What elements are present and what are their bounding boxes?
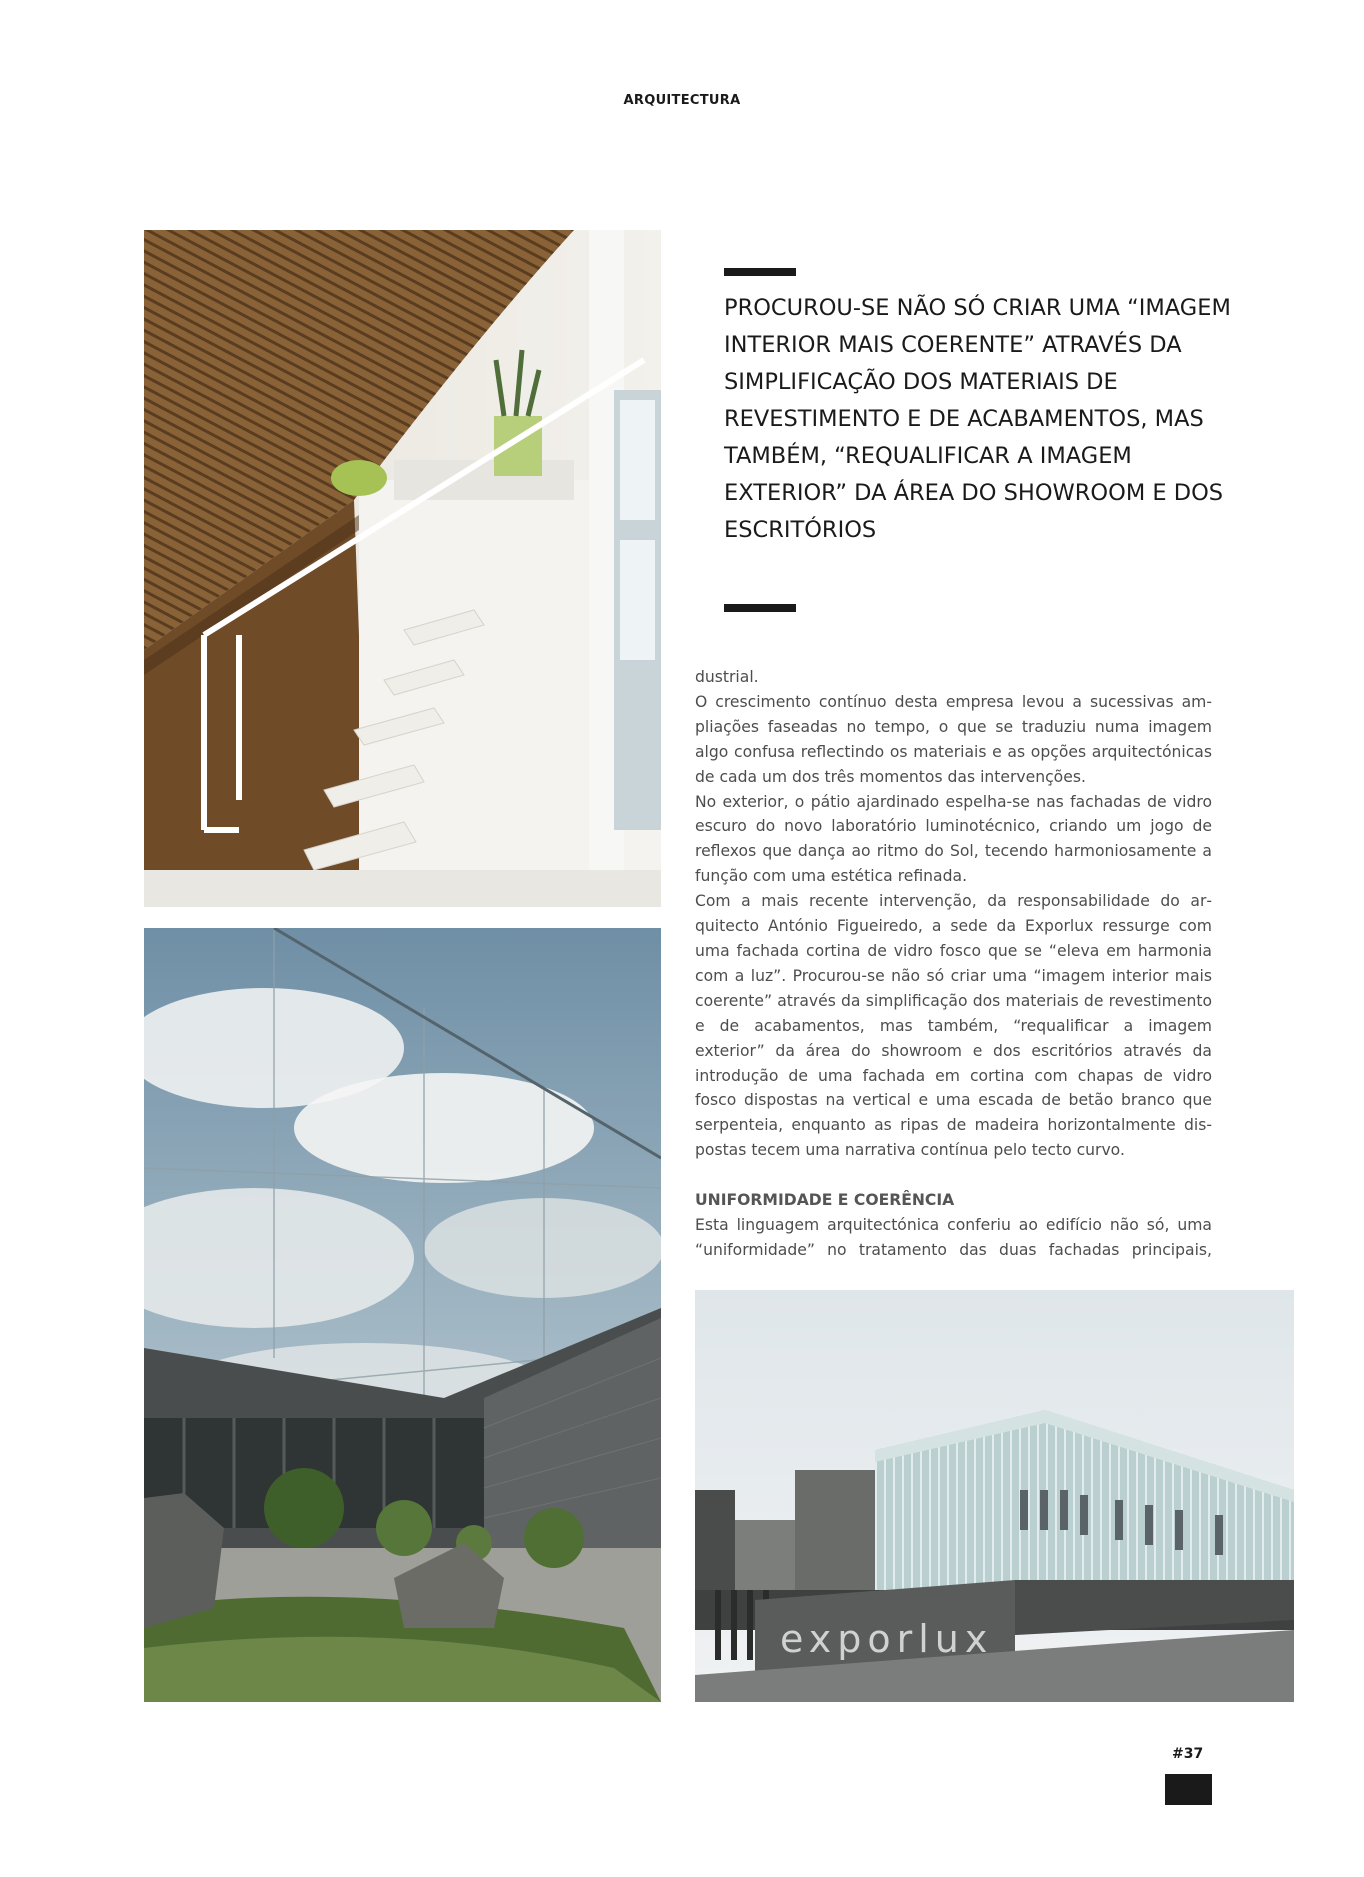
photo-building-exterior	[695, 1290, 1294, 1702]
page-marker-block	[1165, 1774, 1212, 1805]
paragraph-closing: Esta linguagem arquitectónica conferiu ao edifício não só, uma “uniformidade” no tratamento das duas fachadas principais,	[695, 1215, 1212, 1259]
paragraph: Com a mais recente intervenção, da responsabilidade do arquitecto António Figueiredo, a sede da Exporlux ressurge com uma fachada cortina de vidro fosco que se “eleva em harmonia com a luz”. Procurou-se não só criar uma “imagem interior mais coerente” através da simplificação dos materiais de revestimento e de acabamentos, mas também, “requalificar a imagem exterior” da área do showroom e dos escritórios através da introdução de uma fachada em cortina com chapas de vidro fosco dispostas na vertical e uma escada de betão branco que serpenteia, enquanto as ripas de madeira horizontalmente dispostas tecem uma narrativa contínua pelo tecto curvo.	[695, 892, 1212, 1160]
section-label: ARQUITECTURA	[623, 93, 741, 108]
subheading: UNIFORMIDADE E COERÊNCIA	[695, 1191, 955, 1210]
article-body	[695, 665, 1212, 1263]
photo-glass-facade	[144, 928, 661, 1702]
quote-bar-top	[724, 268, 796, 276]
paragraph: O crescimento contínuo desta empresa levou a sucessivas ampliações faseadas no tempo, o que se traduziu numa imagem algo confusa reflectindo os materiais e as opções arquitectónicas de cada um dos três momentos das intervenções.	[695, 692, 1212, 786]
building-sign-text: exporlux	[780, 1617, 994, 1661]
photo-interior-staircase	[144, 230, 661, 907]
quote-bar-bottom	[724, 604, 796, 612]
pull-quote: PROCUROU-SE NÃO SÓ CRIAR UMA “IMAGEM INTERIOR MAIS COERENTE” ATRAVÉS DA SIMPLIFICAÇÃO DOS MATERIAIS DE REVESTIMENTO E DE ACABAMENTOS, MAS TAMBÉM, “REQUALIFICAR A IMAGEM EXTERIOR” DA ÁREA DO SHOWROOM E DOS ESCRITÓRIOS	[724, 295, 1231, 543]
paragraph-continuation: dustrial.	[695, 668, 759, 686]
paragraph: No exterior, o pátio ajardinado espelha-se nas fachadas de vidro escuro do novo laboratório luminotécnico, criando um jogo de reflexos que dança ao ritmo do Sol, tecendo harmoniosamente a função com uma estética refinada.	[695, 792, 1212, 886]
page-number: #37	[1172, 1746, 1204, 1762]
